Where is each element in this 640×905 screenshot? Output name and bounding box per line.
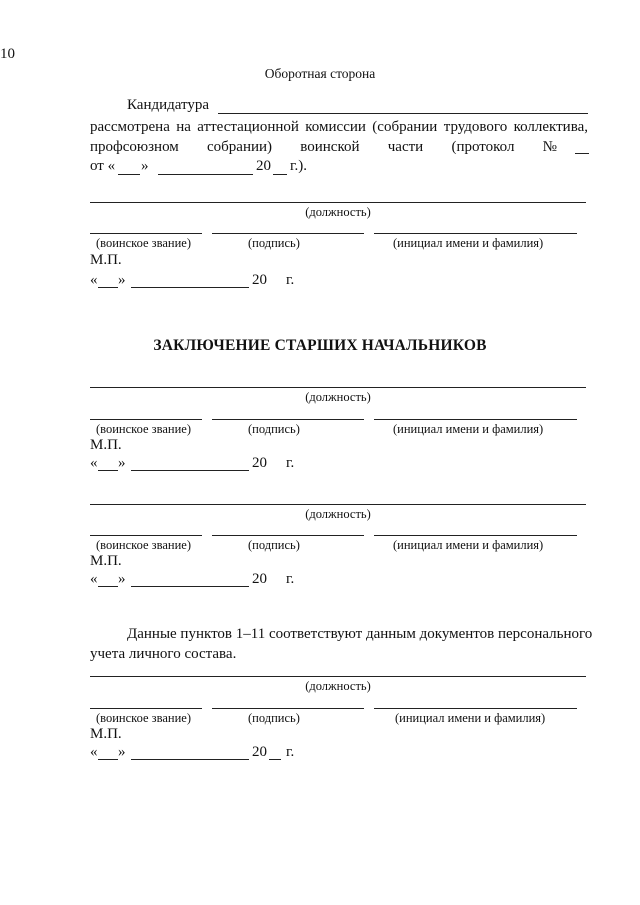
year-suffix: г.	[286, 272, 295, 288]
month-line[interactable]	[131, 470, 249, 471]
signature-caption: (подпись)	[248, 236, 300, 250]
personnel-note-line2: учета личного состава.	[90, 646, 237, 662]
rank-line[interactable]	[90, 708, 202, 709]
month-line[interactable]	[131, 586, 249, 587]
candidacy-text-line2: профсоюзном собрании) воинской части (протокол №	[90, 139, 557, 155]
name-line[interactable]	[374, 535, 577, 536]
page-number: 10	[0, 46, 15, 62]
stamp-label: М.П.	[90, 726, 122, 742]
position-caption: (должность)	[305, 679, 371, 693]
date-open: «	[90, 272, 98, 288]
candidacy-date-close: »	[141, 158, 149, 174]
section-title: ЗАКЛЮЧЕНИЕ СТАРШИХ НАЧАЛЬНИКОВ	[153, 337, 487, 354]
rank-line[interactable]	[90, 535, 202, 536]
candidacy-day-line[interactable]	[118, 174, 140, 175]
year-label: 20	[252, 571, 267, 587]
year-suffix: г.	[286, 455, 295, 471]
signature-caption: (подпись)	[248, 422, 300, 436]
name-caption: (инициал имени и фамилия)	[395, 711, 546, 725]
position-line[interactable]	[90, 202, 586, 203]
signature-line[interactable]	[212, 708, 364, 709]
candidacy-year: 20	[256, 158, 271, 174]
position-caption: (должность)	[305, 507, 371, 521]
candidacy-label: Кандидатура	[127, 97, 210, 113]
signature-line[interactable]	[212, 535, 364, 536]
candidacy-year-suffix: г.).	[290, 158, 307, 174]
candidacy-text-line1: рассмотрена на аттестационной комиссии (собрании трудового коллектива,	[90, 119, 588, 135]
name-line[interactable]	[374, 233, 577, 234]
date-open: «	[90, 455, 98, 471]
name-line[interactable]	[374, 419, 577, 420]
protocol-number-line[interactable]	[575, 153, 589, 154]
candidacy-year-line[interactable]	[273, 174, 287, 175]
candidacy-date-open: от «	[90, 158, 116, 174]
day-line[interactable]	[98, 287, 118, 288]
signature-line[interactable]	[212, 233, 364, 234]
day-line[interactable]	[98, 470, 118, 471]
rank-caption: (воинское звание)	[96, 711, 191, 725]
rank-caption: (воинское звание)	[96, 538, 191, 552]
date-close: »	[118, 744, 126, 760]
year-label: 20	[252, 744, 267, 760]
signature-caption: (подпись)	[248, 538, 300, 552]
year-label: 20	[252, 272, 267, 288]
personnel-note-line1: Данные пунктов 1–11 соответствуют данным документов персонального	[127, 626, 593, 642]
signature-caption: (подпись)	[248, 711, 300, 725]
month-line[interactable]	[131, 287, 249, 288]
rank-caption: (воинское звание)	[96, 422, 191, 436]
stamp-label: М.П.	[90, 252, 122, 268]
date-open: «	[90, 744, 98, 760]
year-suffix: г.	[286, 744, 295, 760]
candidacy-month-line[interactable]	[158, 174, 253, 175]
year-suffix: г.	[286, 571, 295, 587]
rank-line[interactable]	[90, 419, 202, 420]
name-caption: (инициал имени и фамилия)	[393, 236, 544, 250]
position-line[interactable]	[90, 676, 586, 677]
position-line[interactable]	[90, 504, 586, 505]
position-caption: (должность)	[305, 390, 371, 404]
name-line[interactable]	[374, 708, 577, 709]
reverse-side-label: Оборотная сторона	[264, 66, 376, 81]
date-open: «	[90, 571, 98, 587]
name-caption: (инициал имени и фамилия)	[393, 538, 544, 552]
candidacy-field-line[interactable]	[218, 113, 588, 114]
stamp-label: М.П.	[90, 437, 122, 453]
year-label: 20	[252, 455, 267, 471]
stamp-label: М.П.	[90, 553, 122, 569]
date-close: »	[118, 571, 126, 587]
day-line[interactable]	[98, 586, 118, 587]
day-line[interactable]	[98, 759, 118, 760]
position-line[interactable]	[90, 387, 586, 388]
rank-caption: (воинское звание)	[96, 236, 191, 250]
rank-line[interactable]	[90, 233, 202, 234]
month-line[interactable]	[131, 759, 249, 760]
signature-line[interactable]	[212, 419, 364, 420]
position-caption: (должность)	[305, 205, 371, 219]
date-close: »	[118, 272, 126, 288]
name-caption: (инициал имени и фамилия)	[393, 422, 544, 436]
date-close: »	[118, 455, 126, 471]
year-digits-line[interactable]	[269, 759, 281, 760]
